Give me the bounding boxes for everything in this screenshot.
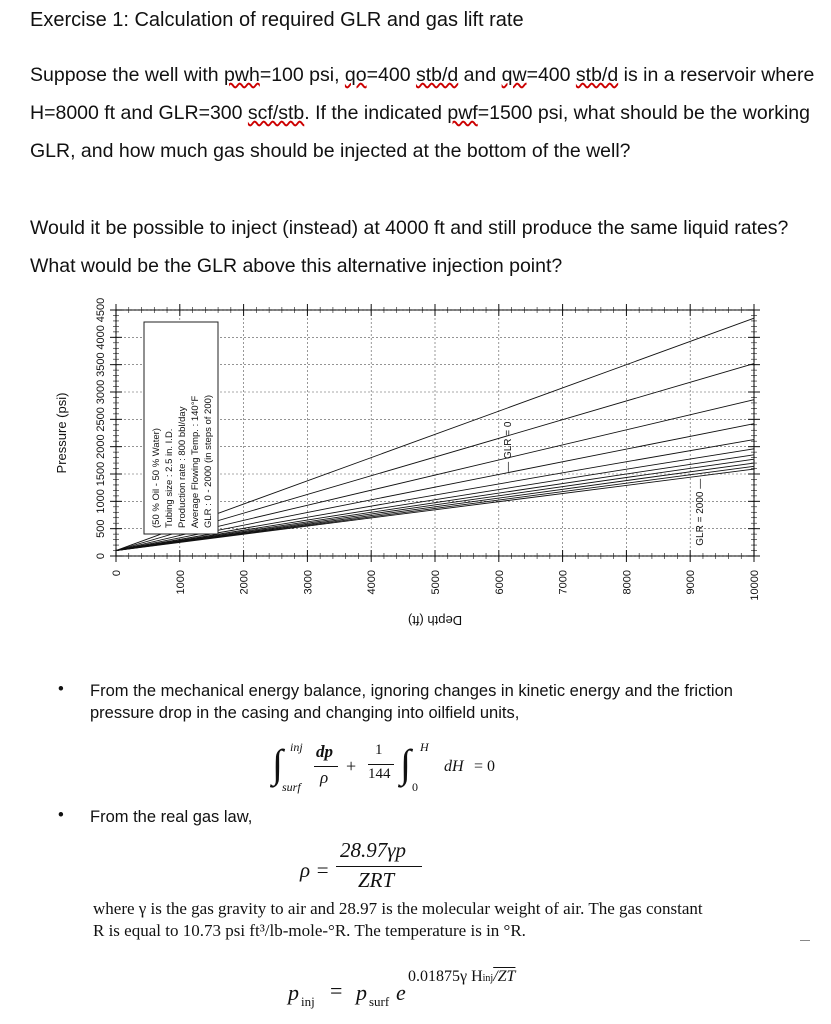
p1-scfstb: scf/stb <box>247 102 305 124</box>
depth-tick-label: 5000 <box>430 570 442 595</box>
depth-tick-label: 3000 <box>302 570 315 595</box>
depth-tick-label: 6000 <box>493 570 506 595</box>
pressure-tick-label: 4000 <box>95 325 107 350</box>
pressure-axis-label: Pressure (psi) <box>54 392 69 474</box>
pressure-tick-label: 4500 <box>95 297 107 323</box>
legend-line: GLR : 0 - 2000 (in steps of 200) <box>203 394 214 528</box>
integral-2-upper: H <box>420 740 429 754</box>
pressure-tick-label: 2500 <box>95 407 107 432</box>
eq3-exp-end: /ZT <box>493 968 516 985</box>
legend-line: Tubing size : 2.5 in. I.D. <box>164 428 175 528</box>
p1-text-g: . If the indicated <box>304 102 448 124</box>
glr-2000-label: GLR = 2000 — <box>695 478 707 546</box>
pressure-tick-label: 1500 <box>95 461 107 487</box>
depth-tick-label: 7000 <box>557 570 570 595</box>
depth-tick-label: 2000 <box>238 570 251 595</box>
pressure-tick-label: 1000 <box>95 489 107 514</box>
pressure-axis-title <box>54 393 69 474</box>
depth-tick-label: 9000 <box>685 570 698 595</box>
note-line-2: R is equal to 10.73 psi ft³/lb-mole-°R. The temperature is in °R. <box>93 921 526 940</box>
eq3-sub-inj: inj <box>301 994 315 1009</box>
eq3-p-surf: p <box>356 980 367 1005</box>
depth-tick-label: 10000 <box>749 570 761 601</box>
p1-text-b: =100 psi, <box>259 64 345 86</box>
energy-balance-equation <box>268 740 528 804</box>
integral-2-lower: 0 <box>412 780 418 794</box>
legend-line: (50 % Oil - 50 % Water) <box>151 428 162 528</box>
real-gas-law-equation <box>300 838 460 898</box>
p1-text-d: and <box>458 64 502 86</box>
eq3-equals: = <box>330 978 343 1003</box>
eq2-rho-equals: ρ = <box>300 858 330 882</box>
p1-text-c: =400 <box>366 64 416 86</box>
gas-constant-note <box>93 898 823 942</box>
p1-text-f: is in a reservoir where H=8000 ft and GLR=300 <box>30 64 815 124</box>
legend-line: Average Flowing Temp. : 140°F <box>190 395 201 528</box>
eq1-equals-zero: = 0 <box>474 758 496 775</box>
legend-line: Production rate : 800 bbl/day <box>177 406 188 528</box>
exercise-title: Exercise 1: Calculation of required GLR and gas lift rate <box>30 9 524 31</box>
p1-qo: qo <box>344 64 367 86</box>
eq3-sub-surf: surf <box>369 994 390 1009</box>
eq3-exp-sub: inj <box>482 973 494 984</box>
pressure-tick-label: 3000 <box>95 379 107 405</box>
note-line-1: where γ is the gas gravity to air and 28.97 is the molecular weight of air. The gas constant <box>93 899 703 918</box>
integral-sign-2: ∫ <box>400 741 411 786</box>
p1-stbd-2: stb/d <box>575 64 619 86</box>
p1-text-a: Suppose the well with <box>30 64 225 86</box>
stray-dash <box>800 940 810 941</box>
bullet-1-text: From the mechanical energy balance, ignoring changes in kinetic energy and the friction pressure drop in the casing and changing into oilfield units, <box>90 682 733 722</box>
eq1-one: 1 <box>375 742 383 758</box>
glr-zero-label: — GLR = 0 <box>502 421 514 472</box>
p1-text-e: =400 <box>526 64 576 86</box>
pressure-tick-label: 500 <box>95 519 107 538</box>
depth-tick-label: 0 <box>111 570 123 577</box>
pressure-tick-label: 3500 <box>95 352 107 377</box>
bullet-2-text: From the real gas law, <box>90 808 253 826</box>
pressure-tick-label: 2000 <box>95 434 107 459</box>
depth-tick-label: 8000 <box>621 570 634 595</box>
depth-tick-label: 4000 <box>366 570 379 595</box>
p1-stbd-1: stb/d <box>415 64 459 86</box>
integral-1-upper: inj <box>290 740 303 754</box>
integral-1-lower: surf <box>282 780 301 794</box>
injection-pressure-equation <box>288 968 568 1018</box>
eq1-dH: dH <box>444 758 464 775</box>
depth-axis-title <box>408 613 462 628</box>
eq2-denominator: ZRT <box>358 868 395 892</box>
p1-text-h: =1500 psi, what should be the working GLR, and how much gas should be injected at the bottom of the well? <box>30 102 810 162</box>
eq3-p: p <box>288 980 299 1005</box>
eq1-rho: ρ <box>320 768 329 787</box>
p1-pwh: pwh <box>224 64 260 86</box>
p1-pwf: pwf <box>447 102 478 124</box>
eq1-dp: dp <box>316 742 333 761</box>
eq2-fraction-bar <box>336 866 422 867</box>
pressure-tick-label: 0 <box>95 552 107 560</box>
gradient-curve-chart <box>52 296 792 646</box>
eq3-e: e <box>396 980 406 1005</box>
eq2-numerator: 28.97γp <box>340 838 407 862</box>
bullet-dot-1: • <box>58 680 64 698</box>
eq1-plus: + <box>346 756 357 776</box>
eq3-exp-main: 0.01875γ H <box>408 968 483 985</box>
eq3-exponent <box>408 968 515 986</box>
problem-statement <box>30 56 820 170</box>
eq1-fraction-bar-1 <box>314 766 338 767</box>
eq1-144: 144 <box>368 766 391 782</box>
chart-legend <box>144 322 218 534</box>
bullet-dot-2: • <box>58 806 64 824</box>
p1-qw: qw <box>501 64 527 86</box>
integral-sign-1: ∫ <box>272 741 283 786</box>
eq1-fraction-bar-2 <box>368 764 394 765</box>
depth-axis-label: Depth (ft) <box>407 613 463 628</box>
alternative-question: Would it be possible to inject (instead) at 4000 ft and still produce the same liquid rates? What would be the GLR above this alternative injection point? <box>30 217 789 277</box>
depth-tick-label: 1000 <box>174 570 187 595</box>
